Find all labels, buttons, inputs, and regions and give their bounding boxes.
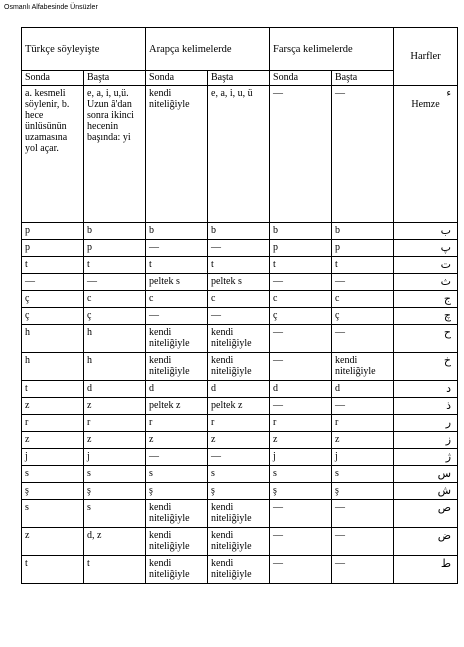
table-cell: — bbox=[22, 274, 84, 291]
table-cell: b bbox=[332, 223, 394, 240]
table-cell: ş bbox=[84, 483, 146, 500]
subheader-cell: Sonda bbox=[146, 71, 208, 86]
group-header-row bbox=[22, 28, 458, 71]
table-cell: h bbox=[84, 325, 146, 353]
table-cell: c bbox=[270, 291, 332, 308]
harf-letter: د bbox=[394, 381, 458, 398]
table-cell: t bbox=[22, 556, 84, 584]
table-row bbox=[22, 274, 458, 291]
table-cell: j bbox=[270, 449, 332, 466]
table-cell: h bbox=[22, 353, 84, 381]
table-cell: — bbox=[332, 325, 394, 353]
table-row-hemze bbox=[22, 86, 458, 223]
table-cell: p bbox=[84, 240, 146, 257]
table-cell: d bbox=[146, 381, 208, 398]
table-cell: — bbox=[270, 325, 332, 353]
table-cell: z bbox=[146, 432, 208, 449]
table-cell: d, z bbox=[84, 528, 146, 556]
table-cell: t bbox=[270, 257, 332, 274]
harf-letter: ص bbox=[394, 500, 458, 528]
table-cell: ç bbox=[84, 308, 146, 325]
table-cell: s bbox=[208, 466, 270, 483]
table-cell: — bbox=[270, 500, 332, 528]
harf-letter: ث bbox=[394, 274, 458, 291]
table-cell: r bbox=[22, 415, 84, 432]
table-cell: kendi niteliğiyle bbox=[208, 528, 270, 556]
header-arapca: Arapça kelimelerde bbox=[146, 28, 270, 71]
table-cell: c bbox=[146, 291, 208, 308]
table-cell: t bbox=[332, 257, 394, 274]
table-cell: ç bbox=[22, 291, 84, 308]
table-cell: c bbox=[208, 291, 270, 308]
table-cell: e, a, i, u, ü bbox=[208, 86, 270, 223]
table-cell: kendi niteliğiyle bbox=[146, 325, 208, 353]
header-farsca: Farsça kelimelerde bbox=[270, 28, 394, 71]
table-cell: s bbox=[22, 466, 84, 483]
table-cell: peltek z bbox=[146, 398, 208, 415]
subheader-cell: Başta bbox=[332, 71, 394, 86]
table-cell: t bbox=[84, 257, 146, 274]
table-cell: s bbox=[84, 500, 146, 528]
table-cell: e, a, i, u,ü. Uzun â'dan sonra ikinci hecenin başında: yi bbox=[84, 86, 146, 223]
table-cell: peltek z bbox=[208, 398, 270, 415]
table-cell: d bbox=[270, 381, 332, 398]
table-cell: — bbox=[146, 240, 208, 257]
table-cell: p bbox=[22, 223, 84, 240]
table-cell: — bbox=[270, 353, 332, 381]
table-row bbox=[22, 257, 458, 274]
table-cell: b bbox=[146, 223, 208, 240]
table-row bbox=[22, 483, 458, 500]
harf-letter: پ bbox=[394, 240, 458, 257]
table-cell: ç bbox=[22, 308, 84, 325]
consonants-table bbox=[21, 27, 458, 584]
hemze-letter: ء bbox=[446, 88, 452, 99]
table-cell: ş bbox=[208, 483, 270, 500]
table-cell: kendi niteliğiyle bbox=[146, 528, 208, 556]
table-row bbox=[22, 528, 458, 556]
table-cell: — bbox=[146, 308, 208, 325]
harf-letter: ژ bbox=[394, 449, 458, 466]
harf-cell bbox=[394, 86, 458, 223]
table-cell: kendi niteliğiyle bbox=[146, 556, 208, 584]
harf-letter: ب bbox=[394, 223, 458, 240]
table-cell: ş bbox=[146, 483, 208, 500]
table-cell: — bbox=[84, 274, 146, 291]
harf-letter: ت bbox=[394, 257, 458, 274]
table-cell: kendi niteliğiyle bbox=[208, 500, 270, 528]
table-cell: t bbox=[22, 381, 84, 398]
table-cell: — bbox=[208, 308, 270, 325]
table-cell: t bbox=[84, 556, 146, 584]
table-cell: s bbox=[146, 466, 208, 483]
table-cell: j bbox=[332, 449, 394, 466]
table-cell: z bbox=[22, 398, 84, 415]
table-cell: — bbox=[270, 86, 332, 223]
table-row bbox=[22, 240, 458, 257]
harf-letter: ض bbox=[394, 528, 458, 556]
table-row bbox=[22, 432, 458, 449]
table-cell: r bbox=[332, 415, 394, 432]
table-cell: peltek s bbox=[208, 274, 270, 291]
table-row bbox=[22, 449, 458, 466]
table-cell: — bbox=[270, 398, 332, 415]
table-cell: — bbox=[332, 528, 394, 556]
table-cell: s bbox=[84, 466, 146, 483]
table-cell: r bbox=[208, 415, 270, 432]
table-cell: d bbox=[332, 381, 394, 398]
table-cell: ş bbox=[22, 483, 84, 500]
subheader-cell: Sonda bbox=[270, 71, 332, 86]
harf-letter: خ bbox=[394, 353, 458, 381]
table-row bbox=[22, 500, 458, 528]
table-cell: kendi niteliğiyle bbox=[208, 353, 270, 381]
table-row bbox=[22, 353, 458, 381]
table-cell: h bbox=[22, 325, 84, 353]
subheader-cell: Sonda bbox=[22, 71, 84, 86]
table-cell: r bbox=[84, 415, 146, 432]
table-cell: h bbox=[84, 353, 146, 381]
table-row bbox=[22, 556, 458, 584]
table-row bbox=[22, 325, 458, 353]
harf-letter: ح bbox=[394, 325, 458, 353]
table-cell: r bbox=[270, 415, 332, 432]
table-cell: — bbox=[332, 556, 394, 584]
table-cell: z bbox=[22, 432, 84, 449]
table-row bbox=[22, 415, 458, 432]
table-cell: ç bbox=[270, 308, 332, 325]
header-harfler: Harfler bbox=[394, 28, 458, 86]
table-cell: b bbox=[208, 223, 270, 240]
harf-letter: ط bbox=[394, 556, 458, 584]
table-cell: s bbox=[332, 466, 394, 483]
table-cell: j bbox=[84, 449, 146, 466]
harf-letter: س bbox=[394, 466, 458, 483]
table-cell: j bbox=[22, 449, 84, 466]
harf-letter: ذ bbox=[394, 398, 458, 415]
table-cell: — bbox=[146, 449, 208, 466]
table-cell: t bbox=[22, 257, 84, 274]
document-title: Osmanlı Alfabesinde Ünsüzler bbox=[4, 4, 98, 11]
table-row bbox=[22, 291, 458, 308]
table-row bbox=[22, 381, 458, 398]
table-cell: z bbox=[208, 432, 270, 449]
table-cell: z bbox=[22, 528, 84, 556]
table-cell: z bbox=[84, 398, 146, 415]
table-cell: z bbox=[332, 432, 394, 449]
table-cell: — bbox=[332, 398, 394, 415]
table-cell: z bbox=[84, 432, 146, 449]
table-cell: — bbox=[270, 528, 332, 556]
table-cell: d bbox=[84, 381, 146, 398]
subheader-cell: Başta bbox=[84, 71, 146, 86]
harf-letter: ج bbox=[394, 291, 458, 308]
harf-letter: ر bbox=[394, 415, 458, 432]
table-row bbox=[22, 466, 458, 483]
table-cell: — bbox=[208, 240, 270, 257]
table-cell: kendi niteliğiyle bbox=[146, 86, 208, 223]
harf-letter: چ bbox=[394, 308, 458, 325]
table-cell: p bbox=[270, 240, 332, 257]
table-row bbox=[22, 398, 458, 415]
table-cell: — bbox=[208, 449, 270, 466]
table-cell: — bbox=[270, 274, 332, 291]
table-cell: — bbox=[332, 86, 394, 223]
table-cell: s bbox=[270, 466, 332, 483]
header-turkce: Türkçe söyleyişte bbox=[22, 28, 146, 71]
table-cell: b bbox=[270, 223, 332, 240]
table-cell: c bbox=[332, 291, 394, 308]
table-cell: t bbox=[208, 257, 270, 274]
table-row bbox=[22, 308, 458, 325]
table-row bbox=[22, 223, 458, 240]
table-cell: t bbox=[146, 257, 208, 274]
table-cell: p bbox=[22, 240, 84, 257]
table-cell: r bbox=[146, 415, 208, 432]
table-cell: kendi niteliğiyle bbox=[208, 325, 270, 353]
subheader-cell: Başta bbox=[208, 71, 270, 86]
table-cell: c bbox=[84, 291, 146, 308]
table-cell: s bbox=[22, 500, 84, 528]
table-cell: — bbox=[332, 500, 394, 528]
table-cell: d bbox=[208, 381, 270, 398]
table-cell: — bbox=[332, 274, 394, 291]
table-cell: — bbox=[270, 556, 332, 584]
table-cell: a. kesmeli söylenir, b. hece ünlüsünün uzamasına yol açar. bbox=[22, 86, 84, 223]
table-cell: p bbox=[332, 240, 394, 257]
table-cell: z bbox=[270, 432, 332, 449]
subheader-row bbox=[22, 71, 458, 86]
harf-letter: ز bbox=[394, 432, 458, 449]
table-cell: kendi niteliğiyle bbox=[332, 353, 394, 381]
table-cell: peltek s bbox=[146, 274, 208, 291]
table-cell: ç bbox=[332, 308, 394, 325]
table-cell: b bbox=[84, 223, 146, 240]
table-cell: ş bbox=[270, 483, 332, 500]
table-cell: kendi niteliğiyle bbox=[146, 353, 208, 381]
table-cell: kendi niteliğiyle bbox=[208, 556, 270, 584]
hemze-name: Hemze bbox=[411, 99, 440, 110]
harf-letter: ش bbox=[394, 483, 458, 500]
table-cell: ş bbox=[332, 483, 394, 500]
table-cell: kendi niteliğiyle bbox=[146, 500, 208, 528]
